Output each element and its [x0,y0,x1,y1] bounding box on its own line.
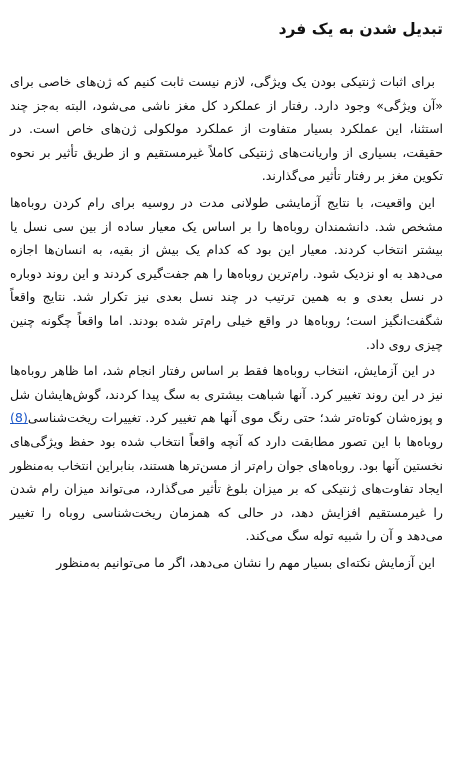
paragraph-2: این واقعیت، با نتایج آزمایشی طولانی مدت در روسیه برای رام کردن روباه‌ها مشخص شد. دانشمندان روباه‌ها را بر اساس یک معیار ساده از بین سی نسل یا بیشتر انتخاب کردند. معیار این بود که کدام یک بیش از بقیه، به انسان‌ها اجازه می‌دهد به او نزدیک شود. رام‌ترین روباه‌ها را هم جفت‌گیری کردند و این روند دوباره در نسل بعدی و به همین ترتیب در چند نسل بعدی نیز تکرار شد. نتایج واقعاً شگفت‌انگیز است؛ روباه‌ها در واقع خیلی رام‌تر شده بودند. اما واقعاً چگونه چنین چیزی روی داد. [10,194,443,352]
paragraph-3 [10,359,443,548]
paragraph-4: این آزمایش نکته‌ای بسیار مهم را نشان می‌دهد، اگر ما می‌توانیم به‌منظور [56,554,435,570]
paragraph-3-text-before: در این آزمایش، انتخاب روباه‌ها فقط بر اساس رفتار انجام شد، اما ظاهر روباه‌ها نیز در این روند تغییر کرد. آنها شباهت بیشتری به سگ پیدا کردند، گوش‌هایشان شل و پوزه‌شان کوتاه‌تر شد؛ حتی رنگ موی آنها هم تغییر کرد. تغییرات ریخت‌شناسی [10,363,443,426]
section-title: تبدیل شدن به یک فرد [278,20,443,38]
paragraph-1: برای اثبات ژنتیکی بودن یک ویژگی، لازم نیست ثابت کنیم که ژن‌های خاصی برای «آن ویژگی» وجود دارد. رفتار از عملکرد کل مغز ناشی می‌شود، البته به‌جز چند استثنا، این عملکرد بسیار متفاوت از عملکرد مولکولی ژن‌های خاص است. در حقیقت، بسیاری از واریانت‌های ژنتیکی کاملاً غیرمستقیم و از طریق تأثیر بر نحوه تکوین مغز بر رفتار تأثیر می‌گذارند. [10,74,443,184]
footnote-reference-link[interactable]: (8) [10,410,28,426]
paragraph-3-text-after: روباه‌ها با این تصور مطابقت دارد که آنچه واقعاً انتخاب شده بود حفظ ویژگی‌های نخستین آنها بود. روباه‌های جوان رام‌تر از مسن‌ترها هستند، بنابراین انتخاب به‌منظور ایجاد تفاوت‌های ژنتیکی که بر میزان بلوغ تأثیر می‌گذارد، می‌تواند میزان رام شدن را غیرمستقیم افزایش دهد، در حالی که همزمان ریخت‌شناسی روباه را تغییر می‌دهد و آن را شبیه توله سگ می‌کند. [10,433,443,544]
